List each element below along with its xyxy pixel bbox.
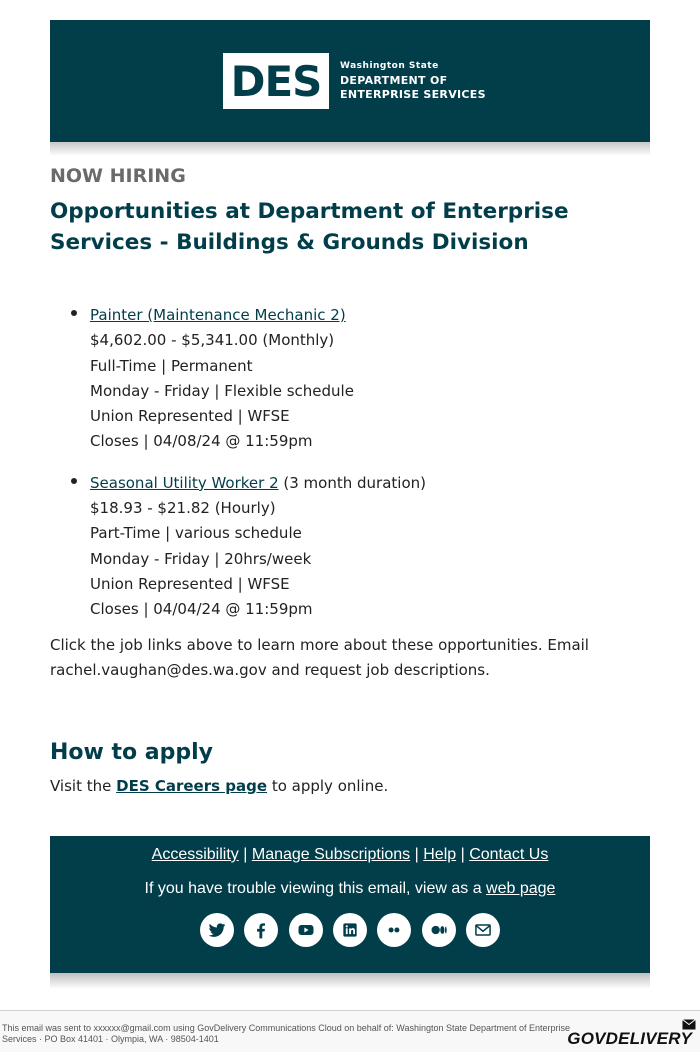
web-page-link[interactable]: web page (486, 880, 556, 897)
info-paragraph (50, 633, 650, 683)
bottom-bar (0, 1010, 700, 1052)
help-link[interactable]: Help (423, 846, 457, 863)
job-type: Part-Time | various schedule (90, 524, 302, 543)
how-prefix: Visit the (50, 777, 117, 795)
org-name (340, 61, 486, 102)
job-schedule: Monday - Friday | 20hrs/week (90, 549, 312, 568)
page-title: Opportunities at Department of Enterprise Services - Buildings & Grounds Division (50, 199, 569, 255)
facebook-icon[interactable] (244, 913, 278, 947)
govdelivery-logo[interactable]: GOVDELIVERY (567, 1029, 692, 1048)
job-list (50, 303, 650, 639)
twitter-icon[interactable] (200, 913, 234, 947)
org-line-1: DEPARTMENT OF (340, 74, 448, 87)
separator: | (243, 846, 248, 863)
linkedin-icon[interactable] (333, 913, 367, 947)
job-pay: $4,602.00 - $5,341.00 (Monthly) (90, 331, 335, 350)
separator: | (414, 846, 419, 863)
info-line-1: Click the job links above to learn more about these opportunities. Email (50, 636, 589, 654)
view-web-page (50, 880, 650, 898)
manage-subscriptions-link[interactable]: Manage Subscriptions (251, 846, 411, 863)
email-container (50, 20, 650, 156)
how-to-apply-heading: How to apply (50, 740, 214, 765)
des-logo[interactable]: DES (223, 53, 329, 109)
footer-links (50, 846, 650, 864)
bullet-icon (71, 310, 77, 316)
now-hiring-label: NOW HIRING (50, 165, 186, 187)
job-union: Union Represented | WFSE (90, 407, 290, 426)
job-suffix: (3 month duration) (278, 473, 426, 492)
job-pay: $18.93 - $21.82 (Hourly) (90, 499, 276, 518)
org-line-2: ENTERPRISE SERVICES (340, 88, 486, 101)
careers-page-link[interactable]: DES Careers page (116, 777, 268, 795)
sent-to-notice: This email was sent to xxxxxx@gmail.com using GovDelivery Communications Cloud on behalf of: Washington State Department of Enterprise Services · PO Box 41401 · Olympia, WA · 98504-1401 (2, 1023, 571, 1044)
accessibility-link[interactable]: Accessibility (151, 846, 239, 863)
footer-shadow (50, 973, 650, 989)
separator: | (460, 846, 465, 863)
header-shadow (50, 142, 650, 156)
job-item (50, 303, 650, 455)
job-union: Union Represented | WFSE (90, 574, 290, 593)
job-closes: Closes | 04/04/24 @ 11:59pm (90, 600, 313, 619)
email-icon[interactable] (466, 913, 500, 947)
header-banner (50, 20, 650, 142)
job-link-painter[interactable]: Painter (Maintenance Mechanic 2) (90, 306, 346, 324)
bullet-icon (71, 478, 77, 484)
job-schedule: Monday - Friday | Flexible schedule (90, 381, 354, 400)
contact-us-link[interactable]: Contact Us (469, 846, 549, 863)
org-state: Washington State (340, 61, 439, 71)
view-prefix: If you have trouble viewing this email, view as a (144, 880, 487, 897)
job-closes: Closes | 04/08/24 @ 11:59pm (90, 432, 313, 451)
flickr-icon[interactable] (377, 913, 411, 947)
how-suffix: to apply online. (267, 777, 389, 795)
job-item (50, 471, 650, 623)
medium-icon[interactable] (422, 913, 456, 947)
social-icons (200, 913, 500, 947)
how-to-apply-text (50, 777, 388, 795)
job-link-seasonal[interactable]: Seasonal Utility Worker 2 (90, 473, 279, 492)
job-type: Full-Time | Permanent (90, 356, 253, 375)
footer (50, 836, 650, 973)
youtube-icon[interactable] (289, 913, 323, 947)
info-line-2: rachel.vaughan@des.wa.gov and request job descriptions. (50, 661, 490, 679)
